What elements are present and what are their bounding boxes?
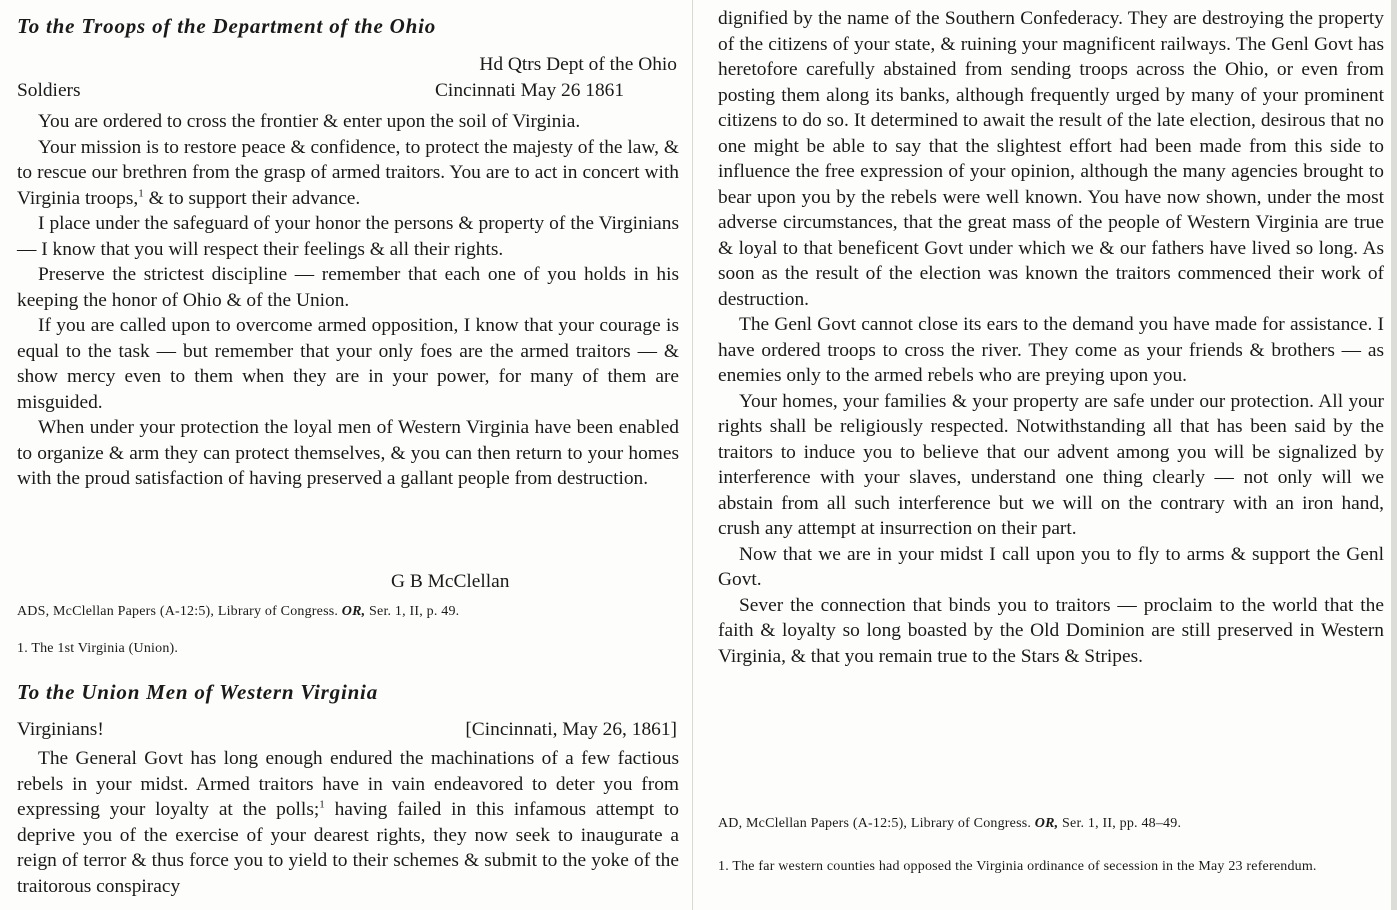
doc1-para-2a: Your mission is to restore peace & confidence, to protect the majesty of the law, & to rescue our brethren from the grasp of armed traitors. You are to act in concert with Virginia troops,: [17, 136, 679, 209]
doc1-source-ref: Ser. 1, II, p. 49.: [365, 604, 460, 619]
footnote-ref: 1: [319, 798, 325, 811]
doc1-para-6: When under your protection the loyal men of Western Virginia have been enabled to organize & arm they can protect themselves, & you can then return to your homes with the proud satisfaction of having preserved a gallant people from destruction.: [17, 417, 679, 489]
doc1-hq-line2: Cincinnati May 26 1861: [435, 80, 625, 101]
doc2-footnote: 1. The far western counties had opposed the Virginia ordinance of secession in the May 23 referendum.: [718, 859, 1317, 874]
doc1-title: To the Troops of the Department of the Ohio: [17, 14, 437, 38]
doc1-para-3: I place under the safeguard of your honor the persons & property of the Virginians — I know that you will respect their feelings & all their rights.: [17, 213, 679, 260]
doc2-salutation: Virginians!: [17, 719, 104, 740]
doc1-para-1: You are ordered to cross the frontier & enter upon the soil of Virginia.: [38, 111, 581, 132]
doc2-source-or: OR,: [1034, 816, 1059, 831]
doc1-signature: G B McClellan: [391, 571, 510, 592]
doc2-para-4: Now that we are in your midst I call upon you to fly to arms & support the Genl Govt.: [718, 543, 1384, 590]
doc1-para-4: Preserve the strictest discipline — remember that each one of you holds in his keeping the honor of Ohio & of the Union.: [17, 264, 679, 311]
doc2-source-text: AD, McClellan Papers (A-12:5), Library of Congress.: [718, 816, 1035, 831]
doc1-hq-line1: Hd Qtrs Dept of the Ohio: [479, 54, 677, 75]
doc1-source-text: ADS, McClellan Papers (A-12:5), Library of Congress.: [17, 604, 342, 619]
doc2-para-3: Your homes, your families & your property are safe under our protection. All your rights shall be religiously respected. Notwithstanding all that has been said by the traitors to induce you to believe that our advent among you will be signalized by interference with your slaves, understand one thing clearly — not only will we abstain from all such interference but we will on the contrary with an iron hand, crush any attempt at insurrection on their part.: [718, 390, 1384, 539]
doc2-para-5: Sever the connection that binds you to traitors — proclaim to the world that the faith & loyalty so long boasted by the Old Dominion are still preserved in Western Virginia, & that you remain true to the Stars & Stripes.: [718, 594, 1384, 667]
footnote-ref: 1: [138, 187, 144, 200]
doc2-dateline: [Cincinnati, May 26, 1861]: [465, 719, 677, 740]
doc2-para-continued: dignified by the name of the Southern Confederacy. They are destroying the property of the citizens of your state, & ruining your magnificent railways. The Genl Govt has heretofore carefully abstained from sending troops across the Ohio, or even from posting them along its banks, although frequently urged by many of your prominent citizens to do so. It determined to await the result of the late election, desirous that no one might be able to say that the slightest effort had been made from this side to influence the free expression of your opinion, although the many agencies brought to bear upon you by the rebels were well known. You have now shown, under the most adverse circumstances, that the great mass of the people of Western Virginia are true & loyal to that beneficent Govt under which we & our fathers have lived so long. As soon as the result of the election was known the traitors commenced their work of destruction.: [718, 8, 1384, 310]
doc2-para-2: The Genl Govt cannot close its ears to the demand you have made for assistance. I have ordered troops to cross the river. They come as your friends & brothers — as enemies only to the armed rebels who are preying upon you.: [718, 314, 1384, 386]
page-edge: [1391, 0, 1397, 910]
column-divider: [692, 0, 693, 910]
doc2-para-1a: The General Govt has long enough endured the machinations of a few factious rebels in your midst. Armed traitors have in vain endeavored to deter you from expressing your loyalty at the polls;: [17, 748, 679, 820]
doc1-salutation: Soldiers: [17, 80, 81, 101]
doc2-para-1: [17, 746, 679, 899]
doc2-para-1b: having failed in this infamous attempt to deprive you of the exercise of your dearest rights, they now seek to inaugurate a reign of terror & thus force you to yield to their schemes & submit to the yoke of the traitorous conspiracy: [17, 799, 679, 897]
doc2-source: [718, 815, 1384, 833]
left-column: [17, 0, 679, 910]
doc1-body: [17, 109, 679, 492]
doc2-source-ref: Ser. 1, II, pp. 48–49.: [1058, 816, 1182, 831]
doc1-para-5: If you are called upon to overcome armed opposition, I know that your courage is equal to the task — but remember that your only foes are the armed traitors — & show mercy even to them when they are in your power, for many of them are misguided.: [17, 315, 679, 413]
doc1-source-or: OR,: [341, 604, 366, 619]
doc2-body: [17, 746, 679, 899]
doc1-footnote: 1. The 1st Virginia (Union).: [17, 641, 179, 656]
doc1-source: [17, 603, 679, 621]
right-column: [718, 0, 1384, 910]
doc2-body-continued: [718, 6, 1384, 669]
doc2-title: To the Union Men of Western Virginia: [17, 680, 378, 704]
doc1-para-2b: & to support their advance.: [143, 187, 361, 209]
doc1-para-2: [17, 135, 679, 212]
